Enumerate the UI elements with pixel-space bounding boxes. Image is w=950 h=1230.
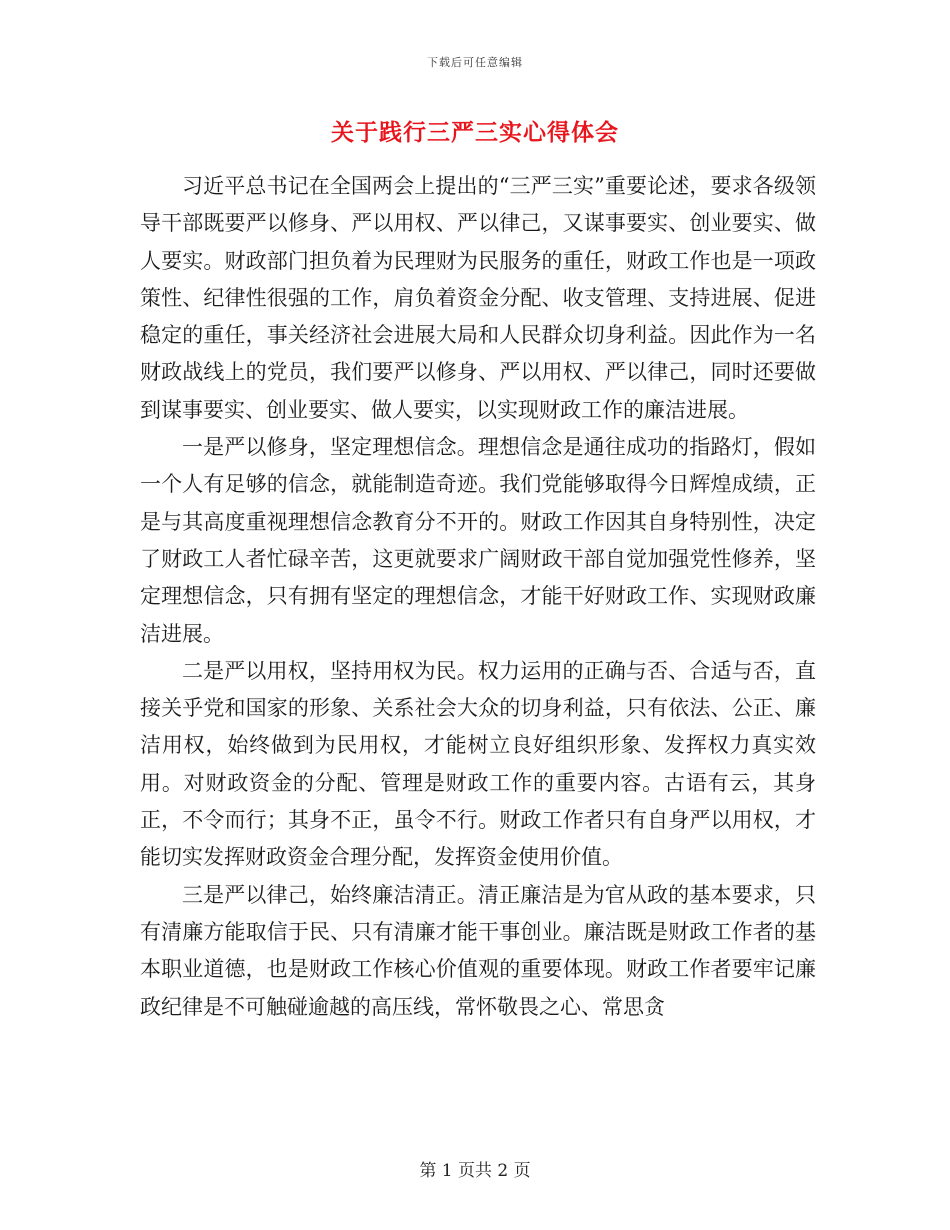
- document-title: 关于践行三严三实心得体会: [331, 119, 619, 146]
- paragraph-point-three: 三是严以律己，始终廉洁清正。清正廉洁是为官从政的基本要求，只有清廉方能取信于民、只有清廉才能干事创业。廉洁既是财政工作者的基本职业道德，也是财政工作核心价值观的重要体现。财政工作者要牢记廉政纪律是不可触碰逾越的高压线，常怀敬畏之心、常思贪: [140, 882, 816, 1019]
- page-footer: 第 1 页共 2 页: [419, 1161, 531, 1181]
- paragraph-point-one: 一是严以修身，坚定理想信念。理想信念是通往成功的指路灯，假如一个人有足够的信念，就能制造奇迹。我们党能够取得今日辉煌成绩，正是与其高度重视理想信念教育分不开的。财政工作因其自身特别性，决定了财政工人者忙碌辛苦，这更就要求广阔财政干部自觉加强党性修养，坚定理想信念，只有拥有坚定的理想信念，才能干好财政工作、实现财政廉洁进展。: [140, 435, 816, 646]
- header-note: 下载后可任意编辑: [427, 56, 523, 69]
- paragraph-point-two: 二是严以用权，坚持用权为民。权力运用的正确与否、合适与否，直接关乎党和国家的形象、关系社会大众的切身利益，只有依法、公正、廉洁用权，始终做到为民用权，才能树立良好组织形象、发挥权力真实效用。对财政资金的分配、管理是财政工作的重要内容。古语有云，其身正，不令而行；其身不正，虽令不行。财政工作者只有自身严以用权，才能切实发挥财政资金合理分配，发挥资金使用价值。: [140, 658, 816, 870]
- document-body: [140, 168, 816, 1026]
- paragraph-intro: 习近平总书记在全国两会上提出的“三严三实”重要论述，要求各级领导干部既要严以修身、严以用权、严以律己，又谋事要实、创业要实、做人要实。财政部门担负着为民理财为民服务的重任，财政工作也是一项政策性、纪律性很强的工作，肩负着资金分配、收支管理、支持进展、促进稳定的重任，事关经济社会进展大局和人民群众切身利益。因此作为一名财政战线上的党员，我们要严以修身、严以用权、严以律己，同时还要做到谋事要实、创业要实、做人要实，以实现财政工作的廉洁进展。: [140, 174, 816, 422]
